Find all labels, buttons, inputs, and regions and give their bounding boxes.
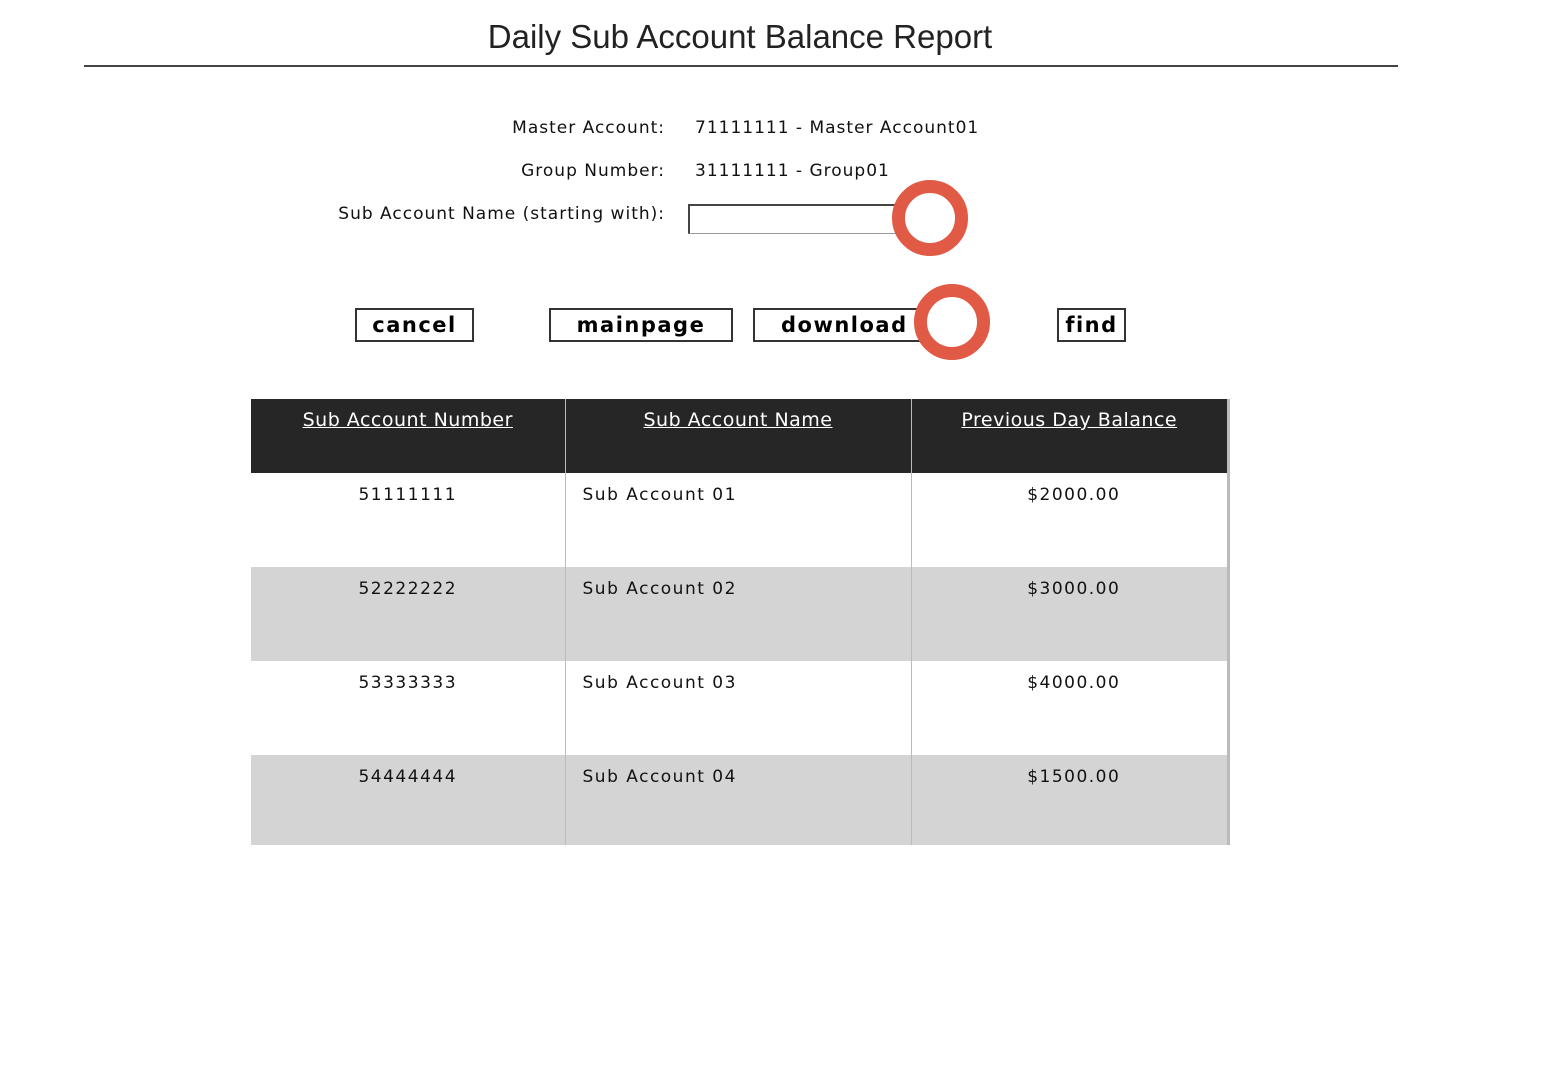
balance-table xyxy=(251,399,1230,845)
header-sub-account-number[interactable]: Sub Account Number xyxy=(251,399,565,473)
table-row xyxy=(251,567,1229,661)
sub-account-name: Sub Account 04 xyxy=(565,755,911,845)
sub-account-name: Sub Account 02 xyxy=(565,567,911,661)
page-title: Daily Sub Account Balance Report xyxy=(487,18,993,55)
table-row xyxy=(251,755,1229,845)
previous-day-balance: $3000.00 xyxy=(911,567,1229,661)
sub-account-number: 53333333 xyxy=(251,661,565,755)
title-divider xyxy=(84,65,1398,67)
master-account-value: 71111111 - Master Account01 xyxy=(695,118,980,138)
table-header-row xyxy=(251,399,1229,473)
click-marker-icon xyxy=(892,180,968,256)
header-previous-day-balance[interactable]: Previous Day Balance xyxy=(911,399,1229,473)
header-sub-account-name[interactable]: Sub Account Name xyxy=(565,399,911,473)
master-account-label: Master Account: xyxy=(512,118,665,138)
sub-account-number: 52222222 xyxy=(251,567,565,661)
previous-day-balance: $2000.00 xyxy=(911,473,1229,567)
previous-day-balance: $1500.00 xyxy=(911,755,1229,845)
mainpage-button[interactable]: mainpage xyxy=(549,308,733,342)
table-row xyxy=(251,473,1229,567)
group-number-label: Group Number: xyxy=(521,161,665,181)
click-marker-icon xyxy=(914,284,990,360)
sub-account-number: 54444444 xyxy=(251,755,565,845)
sub-account-name-input[interactable] xyxy=(688,204,902,234)
download-button[interactable]: download xyxy=(753,308,931,342)
sub-account-number: 51111111 xyxy=(251,473,565,567)
cancel-button[interactable]: cancel xyxy=(355,308,474,342)
sub-account-name: Sub Account 01 xyxy=(565,473,911,567)
table-row xyxy=(251,661,1229,755)
group-number-value: 31111111 - Group01 xyxy=(695,161,890,181)
sub-account-name-label: Sub Account Name (starting with): xyxy=(338,204,665,224)
find-button[interactable]: find xyxy=(1057,308,1126,342)
previous-day-balance: $4000.00 xyxy=(911,661,1229,755)
sub-account-name: Sub Account 03 xyxy=(565,661,911,755)
